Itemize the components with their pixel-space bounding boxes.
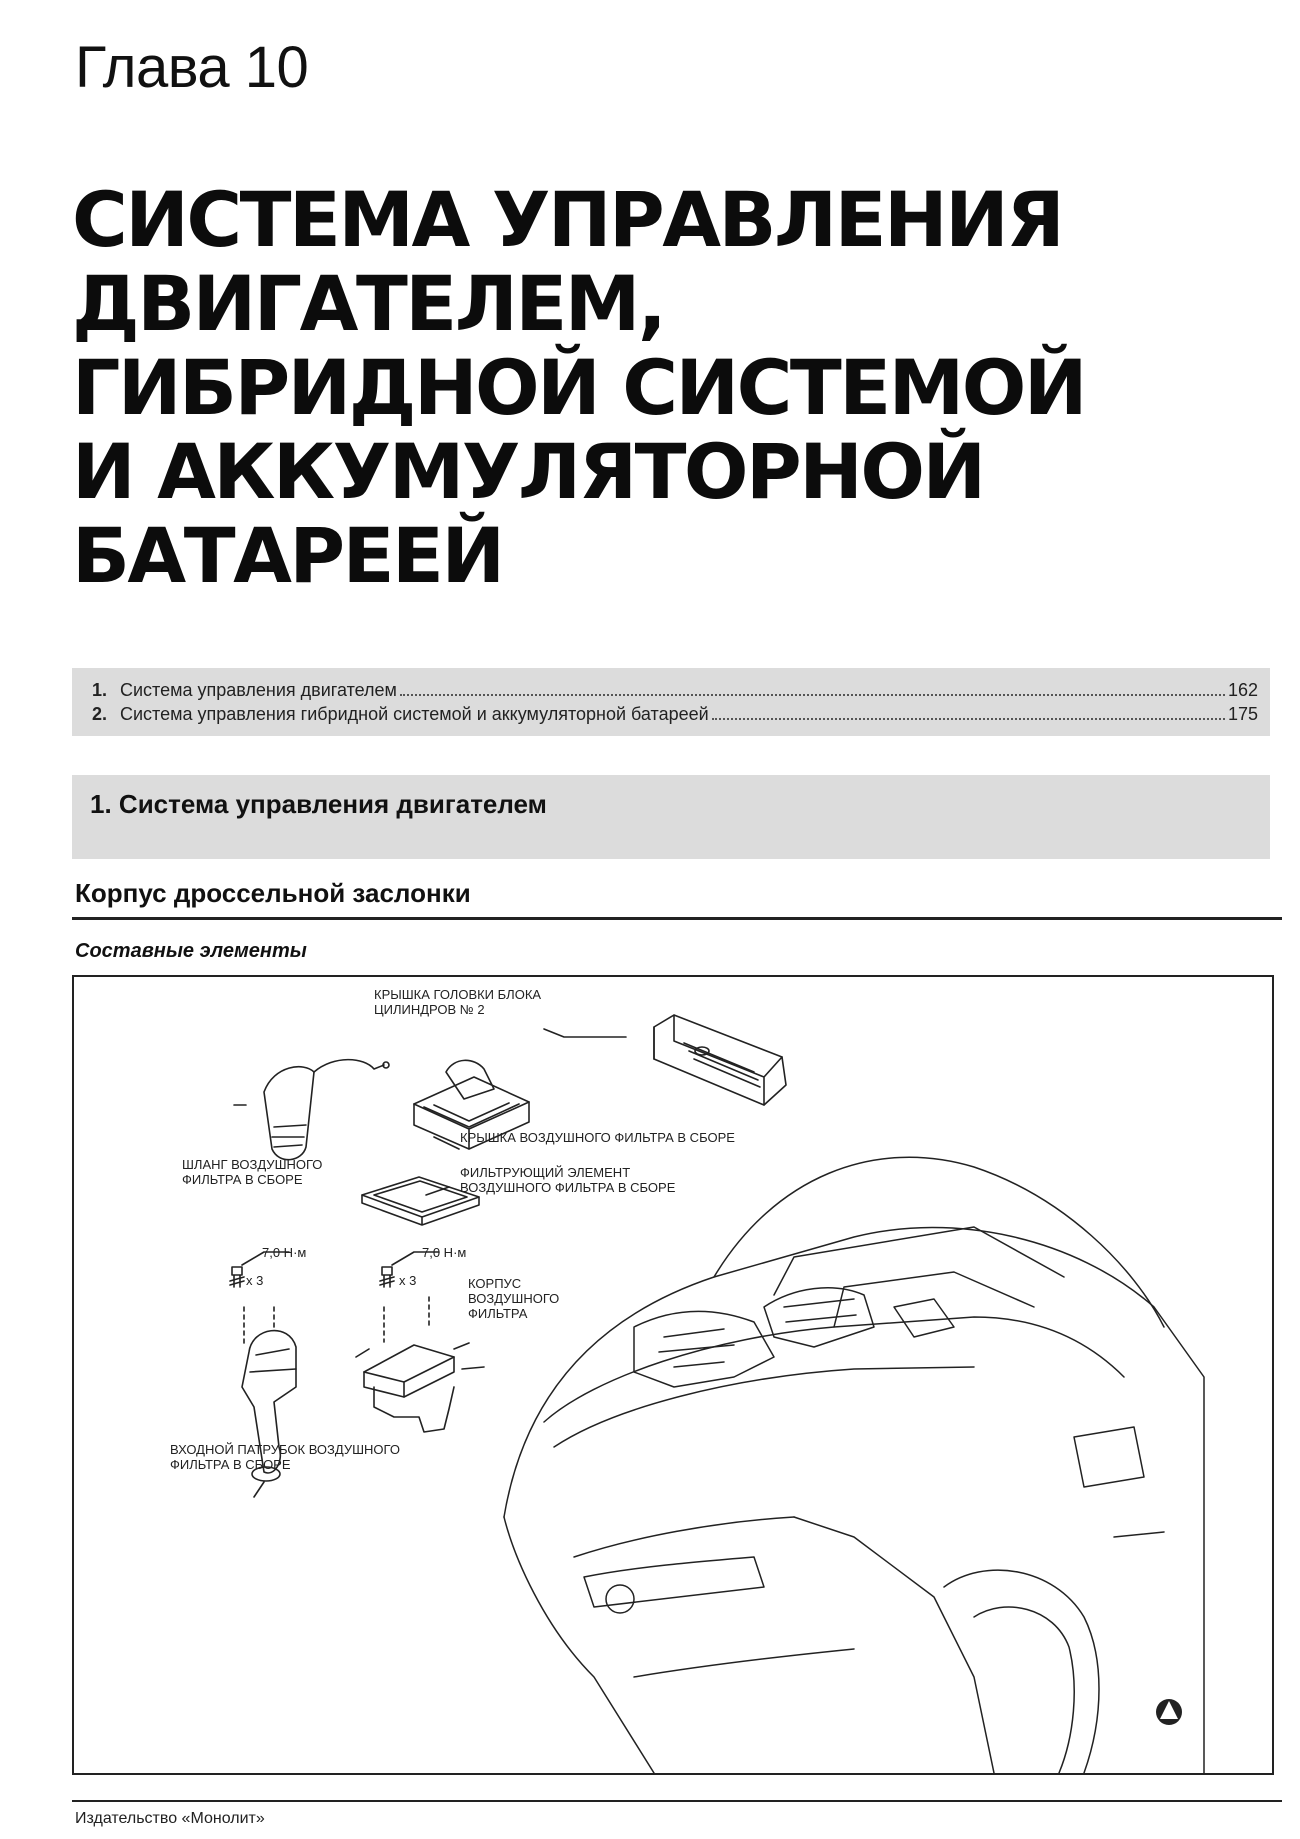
title-line: ДВИГАТЕЛЕМ,: [72, 259, 665, 348]
label-air-inlet: ВХОДНОЙ ПАТРУБОК ВОЗДУШНОГО ФИЛЬТРА В СБОРЕ: [170, 1442, 400, 1472]
publisher-footer: Издательство «Монолит»: [75, 1810, 265, 1827]
subsection-title: Корпус дроссельной заслонки: [75, 878, 471, 908]
label-qty-right: x 3: [399, 1273, 417, 1288]
section-number: 1.: [90, 789, 112, 819]
toc-leader: [400, 694, 1225, 696]
air-filter-hose-drawing: [264, 1060, 389, 1160]
leader-line: [254, 1482, 264, 1497]
toc-page: 175: [1227, 704, 1258, 724]
toc-item[interactable]: [92, 680, 1258, 701]
label-air-filter-cover: КРЫШКА ВОЗДУШНОГО ФИЛЬТРА В СБОРЕ: [460, 1130, 735, 1145]
leader-line: [462, 1367, 484, 1369]
toc-number: 2.: [92, 704, 108, 724]
label-air-filter-housing: КОРПУС ВОЗДУШНОГО ФИЛЬТРА: [468, 1276, 560, 1321]
diagram-drawing: [74, 977, 1272, 1773]
title-line: БАТАРЕЕЙ: [72, 511, 503, 600]
toc-title: Система управления двигателем: [120, 680, 397, 700]
footer-divider: [72, 1800, 1282, 1802]
label-cylinder-head-cover: КРЫШКА ГОЛОВКИ БЛОКА ЦИЛИНДРОВ № 2: [374, 987, 542, 1017]
title-line: ГИБРИДНОЙ СИСТЕМОЙ: [72, 343, 1085, 432]
leader-line: [426, 1187, 449, 1195]
car-drawing: [504, 1157, 1204, 1773]
toc-number: 1.: [92, 680, 108, 700]
label-filter-element: ФИЛЬТРУЮЩИЙ ЭЛЕМЕНТ ВОЗДУШНОГО ФИЛЬТРА В СБОРЕ: [460, 1165, 676, 1195]
chapter-title: [72, 175, 1222, 600]
table-of-contents: [72, 668, 1270, 736]
toc-title: Система управления гибридной системой и аккумуляторной батареей: [120, 704, 709, 724]
leader-line: [544, 1029, 626, 1037]
label-air-filter-hose: ШЛАНГ ВОЗДУШНОГО ФИЛЬТРА В СБОРЕ: [182, 1157, 323, 1187]
air-filter-housing-drawing: [356, 1297, 469, 1432]
label-torque-right: 7,0 Н·м: [422, 1245, 467, 1260]
title-line: СИСТЕМА УПРАВЛЕНИЯ: [72, 175, 1063, 264]
section-text: Система управления двигателем: [118, 789, 547, 819]
section-header: [72, 775, 1270, 859]
components-heading: Составные элементы: [75, 940, 307, 962]
section-title: [90, 789, 547, 820]
chapter-label: Глава 10: [75, 35, 309, 100]
label-qty-left: x 3: [246, 1273, 264, 1288]
publisher-logo-icon: [1156, 1699, 1182, 1725]
toc-item[interactable]: [92, 704, 1258, 725]
subsection-divider: [72, 917, 1282, 920]
components-diagram: [72, 975, 1274, 1775]
title-line: И АККУМУЛЯТОРНОЙ: [72, 427, 984, 516]
toc-page: 162: [1227, 680, 1258, 700]
toc-leader: [712, 718, 1225, 720]
cylinder-head-cover-drawing: [654, 1015, 786, 1105]
label-torque-left: 7,0 Н·м: [262, 1245, 307, 1260]
